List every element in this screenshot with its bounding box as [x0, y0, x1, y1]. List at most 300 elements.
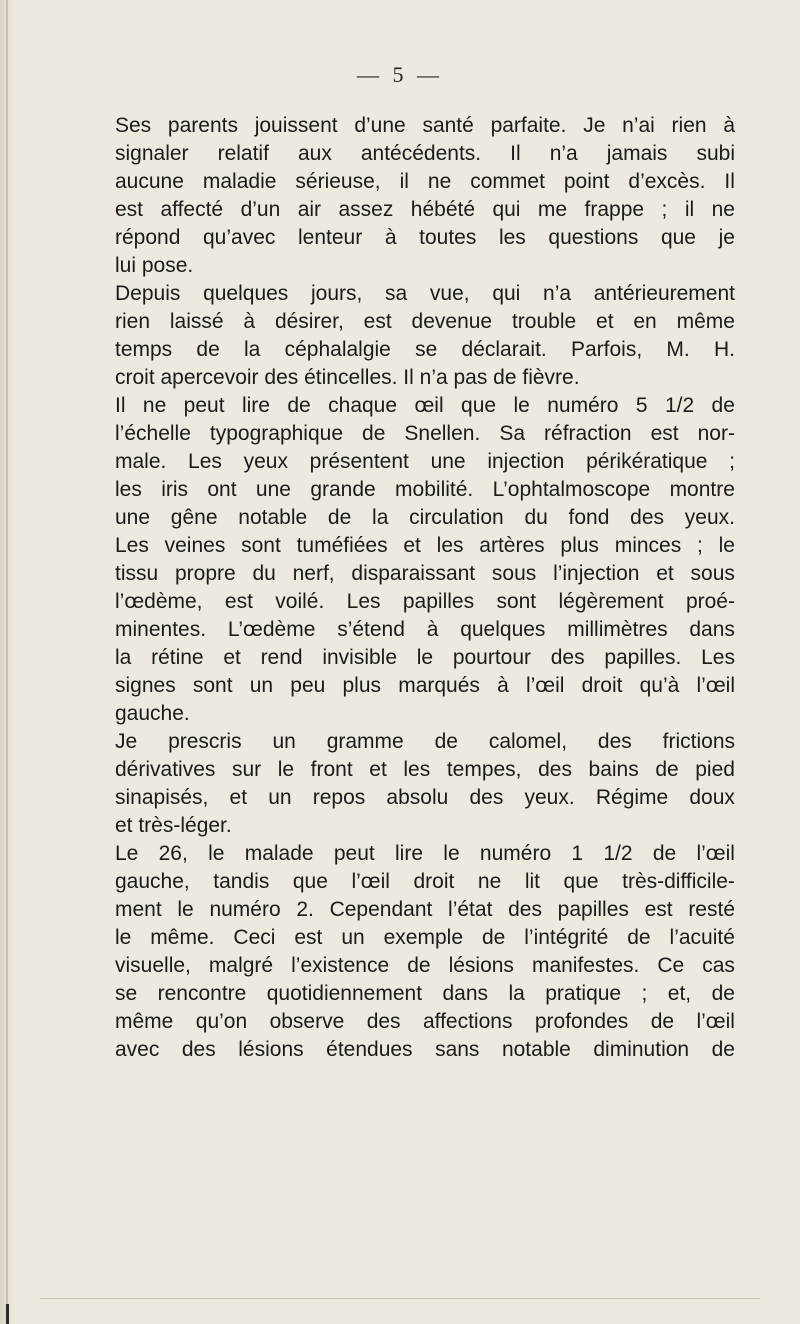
word: présentent [309, 450, 409, 473]
word: Je [583, 114, 606, 137]
word: de [196, 338, 220, 361]
word: l’acuité [669, 926, 735, 949]
word: ; [641, 982, 648, 1005]
word: numéro [547, 394, 619, 417]
word: il [399, 170, 409, 193]
word: affecté [160, 198, 224, 221]
text-line [115, 728, 735, 756]
word: tempes, [446, 758, 522, 781]
text-line [115, 196, 735, 224]
word: qui [492, 282, 521, 305]
word: notable [238, 506, 308, 529]
word: 1/2 [664, 394, 695, 417]
text-line [115, 952, 735, 980]
word: Snellen. [404, 422, 481, 445]
word: resté [688, 898, 735, 921]
word: du [524, 506, 548, 529]
word: le [177, 898, 194, 921]
word: ne [427, 170, 452, 193]
word: sont [496, 590, 537, 613]
word: que [660, 226, 696, 249]
word: à [426, 618, 439, 641]
word: l’état [448, 898, 493, 921]
word: Régime [595, 786, 669, 809]
word: propre [174, 562, 236, 585]
line-text: gauche. [115, 702, 190, 725]
word: 26, [158, 842, 188, 865]
word: papilles. [604, 646, 682, 669]
word: questions [548, 226, 639, 249]
text-line [115, 644, 735, 672]
word: pied [695, 758, 735, 781]
word: diminution [593, 1038, 690, 1061]
word: frappe [584, 198, 645, 221]
word: temps [115, 338, 173, 361]
word: lit [524, 870, 540, 893]
text-line [115, 588, 735, 616]
word: numéro [479, 842, 552, 865]
word: Parfois, [570, 338, 643, 361]
word: le [115, 926, 132, 949]
word: fond [568, 506, 610, 529]
word: de [627, 926, 651, 949]
word: calomel, [488, 730, 568, 753]
word: une [430, 450, 466, 473]
word: artères [479, 534, 545, 557]
word: d’une [354, 114, 406, 137]
word: Cependant [329, 898, 433, 921]
word: toutes [419, 226, 477, 249]
word: sérieuse, [295, 170, 381, 193]
word: qui [492, 198, 521, 221]
word: des [550, 646, 585, 669]
line-text: lui pose. [115, 254, 194, 277]
word: cas [702, 954, 735, 977]
word: le [208, 842, 225, 865]
word: visuelle, [115, 954, 191, 977]
word: de [652, 842, 677, 865]
word: sans [435, 1038, 480, 1061]
word: se [115, 982, 138, 1005]
word: 2. [296, 898, 314, 921]
word: malgré [208, 954, 274, 977]
word: profondes [534, 1010, 629, 1033]
text-line [115, 532, 735, 560]
word: doux [689, 786, 735, 809]
word: me [537, 198, 568, 221]
word: de [650, 1010, 675, 1033]
word: des [597, 730, 632, 753]
word: les [436, 534, 464, 557]
text-line [115, 840, 735, 868]
word: l’œil [525, 674, 565, 697]
text-line [115, 392, 735, 420]
word: déclarait. [461, 338, 547, 361]
word: est [644, 898, 673, 921]
word: dans [689, 618, 735, 641]
word: même. [150, 926, 215, 949]
word: devenue [411, 310, 493, 333]
text-line [115, 1036, 735, 1064]
word: des [630, 506, 665, 529]
word: sous [690, 562, 735, 585]
word: céphalalgie [284, 338, 391, 361]
text-line [115, 420, 735, 448]
word: se [415, 338, 438, 361]
word: affections [422, 1010, 513, 1033]
word: et [223, 646, 241, 669]
word: Ceci [233, 926, 276, 949]
word: des [181, 1038, 216, 1061]
word: frictions [662, 730, 735, 753]
word: numéro [209, 898, 281, 921]
text-line [115, 756, 735, 784]
text-line [115, 168, 735, 196]
text-line [115, 700, 735, 728]
word: des [538, 758, 572, 781]
body-text [115, 112, 735, 1064]
text-line [115, 560, 735, 588]
word: signes [115, 674, 176, 697]
word: exemple [383, 926, 464, 949]
word: notable [501, 1038, 571, 1061]
word: ment [115, 898, 162, 921]
word: dérivatives [115, 758, 216, 781]
word: Ce [657, 954, 685, 977]
line-text: croit apercevoir des étincelles. Il n’a pas de fièvre. [115, 366, 580, 389]
word: les [115, 478, 142, 501]
word: n’a [549, 142, 578, 165]
text-line [115, 308, 735, 336]
word: l’échelle [115, 422, 191, 445]
word: Les [188, 450, 222, 473]
word: à [497, 674, 509, 697]
word: Les [115, 534, 149, 557]
word: prescris [168, 730, 242, 753]
word: Sa [499, 422, 525, 445]
word: de [327, 506, 352, 529]
word: rétine [151, 646, 204, 669]
paragraph-2 [115, 280, 735, 392]
text-line [115, 224, 735, 252]
word: iris [161, 478, 189, 501]
word: front [310, 758, 353, 781]
word: sur [231, 758, 262, 781]
word: tissu [115, 562, 159, 585]
word: l’œil [351, 870, 390, 893]
word: à [243, 310, 256, 333]
word: plus [560, 534, 599, 557]
binding-line [6, 0, 8, 1324]
word: aucune [115, 170, 184, 193]
text-line [115, 1008, 735, 1036]
text-line [115, 280, 735, 308]
word: rend [260, 646, 303, 669]
word: male. [115, 450, 167, 473]
word: rien [115, 310, 151, 333]
word: ne [142, 394, 167, 417]
word: ; [661, 198, 668, 221]
word: repos [312, 786, 366, 809]
text-line [115, 336, 735, 364]
word: sa [385, 282, 408, 305]
word: laissé [169, 310, 224, 333]
word: manifestes. [531, 954, 640, 977]
word: tandis [213, 870, 270, 893]
word: même [115, 1010, 174, 1033]
word: antécédents. [360, 142, 482, 165]
word: le [416, 646, 434, 669]
paragraph-4 [115, 728, 735, 840]
word: chaque [328, 394, 398, 417]
word: de [711, 982, 735, 1005]
text-line [115, 476, 735, 504]
word: plus [342, 674, 382, 697]
word: à [723, 114, 735, 137]
word: avec [115, 1038, 160, 1061]
word: grande [310, 478, 376, 501]
word: la [508, 982, 525, 1005]
word: lésions [238, 1038, 304, 1061]
word: montre [669, 478, 735, 501]
word: air [297, 198, 322, 221]
word: droit [413, 870, 455, 893]
word: veines [164, 534, 226, 557]
word: 5 [635, 394, 648, 417]
word: la [244, 338, 261, 361]
word: peut [333, 842, 375, 865]
word: de [287, 394, 311, 417]
word: ; [729, 450, 735, 473]
text-line [115, 112, 735, 140]
word: malade [244, 842, 314, 865]
word: et [596, 310, 614, 333]
word: de [481, 926, 506, 949]
word: quelques [460, 618, 546, 641]
word: l’œil [696, 674, 735, 697]
word: vue, [429, 282, 470, 305]
word: des [508, 898, 542, 921]
word: Les [346, 590, 381, 613]
word: et, [667, 982, 692, 1005]
word: point [563, 170, 610, 193]
word: papilles [557, 898, 629, 921]
word: Il [510, 142, 521, 165]
word: parfaite. [490, 114, 567, 137]
corner-mark [6, 1304, 9, 1324]
word: H. [713, 338, 735, 361]
word: peu [290, 674, 326, 697]
word: le [277, 758, 295, 781]
word: droit [581, 674, 623, 697]
word: que [292, 870, 328, 893]
word: il [684, 198, 695, 221]
word: est [294, 926, 323, 949]
word: pourtour [452, 646, 532, 669]
word: l’œdème, [115, 590, 203, 613]
bottom-rule [40, 1298, 760, 1299]
word: qu’à [639, 674, 680, 697]
word: désirer, [274, 310, 344, 333]
word: santé [422, 114, 474, 137]
word: minentes. [115, 618, 207, 641]
text-line [115, 784, 735, 812]
word: yeux. [524, 786, 575, 809]
word: je [718, 226, 735, 249]
word: de [407, 954, 431, 977]
word: papilles [402, 590, 475, 613]
text-line [115, 504, 735, 532]
text-line [115, 924, 735, 952]
word: ; [697, 534, 703, 557]
word: l’intégrité [524, 926, 609, 949]
word: des [366, 1010, 401, 1033]
text-line [115, 252, 735, 280]
text-line [115, 812, 735, 840]
word: de [434, 730, 458, 753]
paragraph-5 [115, 840, 735, 1064]
word: une [115, 506, 151, 529]
word: tuméfiées [296, 534, 388, 557]
paragraph-3 [115, 392, 735, 728]
word: en [633, 310, 657, 333]
word: jours, [311, 282, 363, 305]
word: nor- [697, 422, 735, 445]
word: millimètres [567, 618, 668, 641]
word: de [655, 758, 679, 781]
word: du [252, 562, 276, 585]
word: gramme [326, 730, 404, 753]
word: est [224, 590, 253, 613]
word: ne [711, 198, 735, 221]
word: est [650, 422, 679, 445]
word: que [563, 870, 599, 893]
word: et [369, 758, 387, 781]
word: dans [442, 982, 489, 1005]
word: lire [241, 394, 270, 417]
word: réfraction [544, 422, 632, 445]
word: un [341, 926, 365, 949]
word: une [255, 478, 291, 501]
word: sont [241, 534, 281, 557]
word: œil [414, 394, 444, 417]
word: Ses [115, 114, 152, 137]
word: peut [183, 394, 225, 417]
paragraph-1 [115, 112, 735, 280]
word: est [363, 310, 392, 333]
word: un [272, 730, 296, 753]
word: n’a [543, 282, 572, 305]
word: M. [666, 338, 690, 361]
word: d’excès. [628, 170, 706, 193]
word: assez [338, 198, 394, 221]
word: légèrement [558, 590, 664, 613]
word: Le [115, 842, 139, 865]
word: circulation [409, 506, 504, 529]
word: marqués [398, 674, 480, 697]
word: qu’avec [203, 226, 276, 249]
text-line [115, 980, 735, 1008]
word: maladie [202, 170, 277, 193]
word: mobilité. [395, 478, 474, 501]
word: le [513, 394, 530, 417]
word: périkératique [586, 450, 708, 473]
word: 1 [571, 842, 584, 865]
page-number: — 5 — [357, 62, 443, 87]
text-line [115, 140, 735, 168]
word: un [249, 674, 274, 697]
word: la [115, 646, 132, 669]
word: parents [167, 114, 238, 137]
word: quotidiennement [266, 982, 423, 1005]
word: disparaissant [351, 562, 476, 585]
word: relatif [217, 142, 269, 165]
line-text: et très-léger. [115, 814, 232, 837]
word: yeux [243, 450, 288, 473]
word: et [229, 786, 248, 809]
word: est [115, 198, 144, 221]
word: invisible [322, 646, 398, 669]
word: antérieurement [593, 282, 735, 305]
word: jamais [606, 142, 668, 165]
word: jouissent [254, 114, 338, 137]
text-line [115, 616, 735, 644]
word: les [498, 226, 526, 249]
word: absolu [386, 786, 449, 809]
word: le [718, 534, 735, 557]
word: lésions [448, 954, 514, 977]
word: quelques [203, 282, 289, 305]
word: l’existence [291, 954, 390, 977]
word: étendues [326, 1038, 413, 1061]
word: un [268, 786, 292, 809]
word: lenteur [298, 226, 363, 249]
word: l’œil [696, 1010, 735, 1033]
word: l’injection [553, 562, 640, 585]
word: répond [115, 226, 181, 249]
word: très-difficile- [622, 870, 735, 893]
word: signaler [115, 142, 189, 165]
word: de [362, 422, 386, 445]
word: les [403, 758, 431, 781]
word: proé- [685, 590, 735, 613]
word: commet [470, 170, 545, 193]
word: bains [588, 758, 639, 781]
word: gauche, [115, 870, 190, 893]
text-line [115, 868, 735, 896]
word: hébété [410, 198, 476, 221]
word: injection [487, 450, 565, 473]
word: d’un [240, 198, 281, 221]
word: de [711, 394, 735, 417]
word: minces [614, 534, 682, 557]
word: à [384, 226, 397, 249]
word: ne [477, 870, 502, 893]
text-line [115, 896, 735, 924]
word: L’œdème [227, 618, 316, 641]
word: pratique [545, 982, 622, 1005]
word: qu’on [195, 1010, 248, 1033]
word: aux [297, 142, 332, 165]
word: yeux. [684, 506, 735, 529]
word: même [676, 310, 735, 333]
word: Il [115, 394, 126, 417]
word: subi [696, 142, 735, 165]
page-edge-shadow [0, 0, 16, 1324]
word: de [711, 1038, 735, 1061]
word: sous [491, 562, 537, 585]
word: le [443, 842, 460, 865]
